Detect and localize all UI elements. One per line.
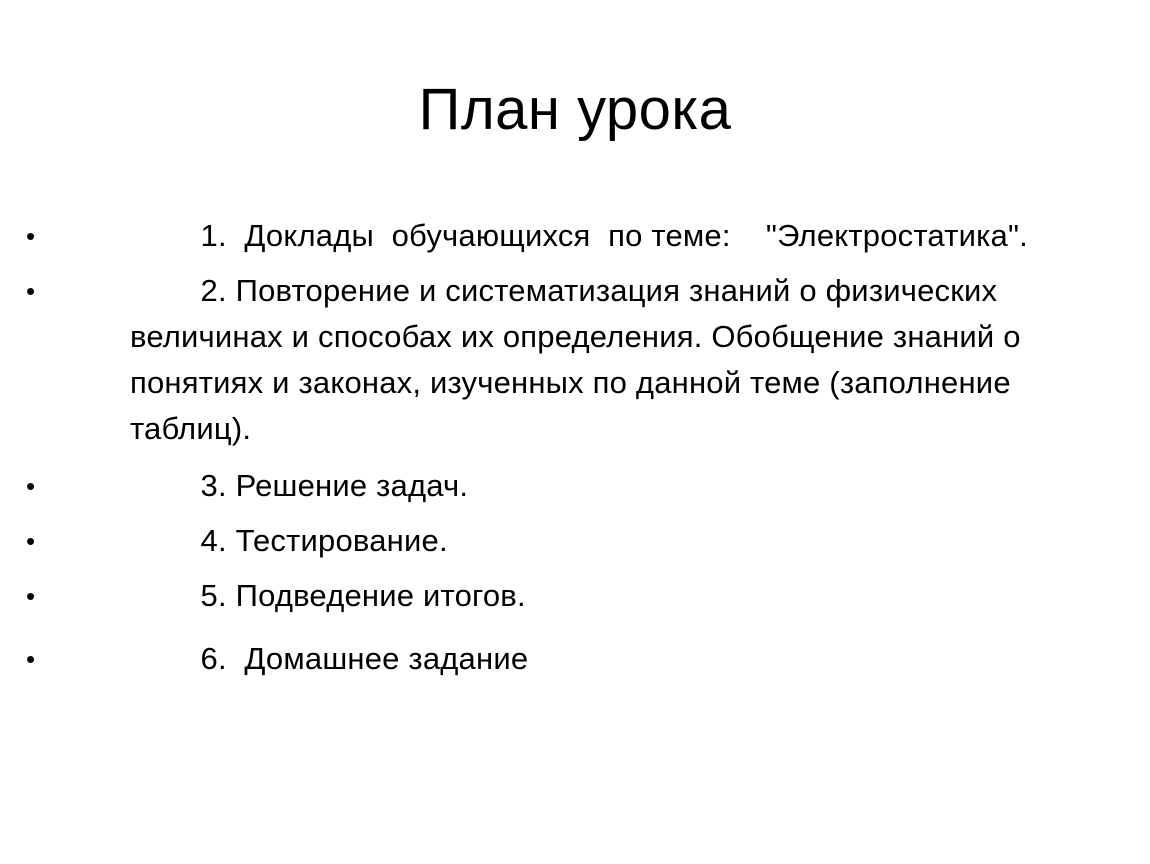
bullet-icon: • — [26, 221, 36, 251]
list-item-text: 5. Подведение итогов. — [130, 578, 526, 613]
bullet-icon: • — [26, 471, 36, 501]
list-item-text: 3. Решение задач. — [130, 468, 469, 503]
bullet-icon: • — [26, 581, 36, 611]
bullet-icon: • — [26, 644, 36, 674]
list-item-text: 6. Домашнее задание — [130, 641, 529, 676]
slide-title: План урока — [418, 77, 732, 142]
list-item-text: 4. Тестирование. — [130, 523, 448, 558]
list-item-text: 1. Доклады обучающихся по теме: "Электростатика". — [130, 218, 1029, 253]
bullet-icon: • — [26, 526, 36, 556]
list-item-text: 2. Повторение и систематизация знаний о физических величинах и способах их определения. Обобщение знаний о понятиях и законах, изученных по данной теме (заполнение таблиц). — [130, 273, 1030, 446]
bullet-icon: • — [26, 276, 36, 306]
